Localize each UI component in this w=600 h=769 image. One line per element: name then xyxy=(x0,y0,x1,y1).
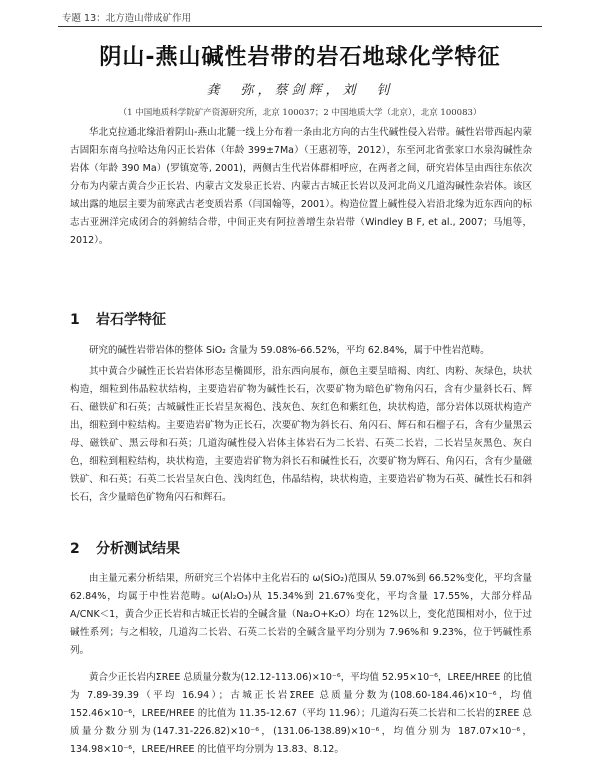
paragraph: 研究的碱性岩带岩体的整体 SiO₂ 含量为 59.08%-66.52%，平均 62.84%，属于中性岩范畴。 xyxy=(89,345,490,356)
paragraph: 其中黄合少碱性正长岩岩体形态呈椭圆形，沿东西向展布，颜色主要呈暗褐、肉红、肉粉、灰绿色，块状构造，细粒到伟晶粒状结构，主要造岩矿物为碱性长石，次要矿物为暗色矿物角闪石，含有少量斜长石、辉石、磁铁矿和石英；古城碱性正长岩呈灰褐色、浅灰色、灰红色和紫红色，块状构造，部分岩体以斑状构造产出，细粒到中粒结构。主要造岩矿物为正长石，次要矿物为斜长石、角闪石、辉石和石榴子石，含有少量黑云母、磁铁矿、黑云母和石英；几道沟碱性侵入岩体主体岩石为二长岩、石英二长岩，二长岩呈灰黑色、灰白色，细粒到粗粒结构，块状构造，主要造岩矿物为斜长石和碱性长石，次要矿物为辉石、角闪石，含有少量磁铁矿、和石英；石英二长岩呈灰白色、浅肉红色，伟晶结构，块状构造，主要造岩矿物为石英、碱性长石和斜长石，含少量暗色矿物角闪石和辉石。 xyxy=(70,366,532,503)
section-heading-2 xyxy=(70,538,180,558)
section-title: 岩石学特征 xyxy=(96,312,166,328)
section-heading-1 xyxy=(70,309,166,329)
affiliation: （1 中国地质科学院矿产资源研究所，北京 100037；2 中国地质大学（北京），北京 100083） xyxy=(118,108,482,118)
section-number: 1 xyxy=(70,312,80,328)
author-list: 龚 弥，蔡剑辉，刘 钊 xyxy=(206,83,394,98)
abstract: 华北克拉通北缘沿着阴山-燕山北麓一线上分布着一条由北方向的古生代碱性侵入岩带。碱性岩带西起内蒙古固阳东南乌拉哈达角闪正长岩体（年龄 399±7Ma）（王惠初等，2012），东至河北省张家口水泉沟碱性杂岩体（年龄 390 Ma）(罗镇宽等, 2001)，两侧古生代岩体群相呼应，在两者之间，研究岩体呈由西往东依次分布为内蒙古黄合少正长岩、内蒙古文发泉正长岩、内蒙古古城正长岩以及河北尚义几道沟碱性杂岩体。该区域出露的地层主要为前寒武古老变质岩系（闫国翰等，2001）。构造位置上碱性侵入岩沿北缘为近东西向的标志古亚洲洋完成闭合的斜俯结合带，中间正夹有阿拉善增生杂岩带（Windley B F, et al., 2007；马旭等，2012）。 xyxy=(70,127,532,246)
paragraph: 黄合少正长岩内ΣREE 总质量分数为(12.12-113.06)×10⁻⁶，平均值 52.95×10⁻⁶，LREE/HREE 的比值为 7.89-39.39（平均 16.94）；古城正长岩ΣREE 总质量分数为(108.60-184.46)×10⁻⁶，均值 152.46×10⁻⁶，LREE/HREE 的比值为 11.35-12.67（平均 11.96）；几道沟石英二长岩和二长岩的ΣREE 总质量分数分别为(147.31-226.82)×10⁻⁶，(131.06-138.89)×10⁻⁶，均值分别为 187.07×10⁻⁶，134.98×10⁻⁶，LREE/HREE 的比值平均分别为 13.83、8.12。 xyxy=(70,672,532,755)
article-title: 阴山-燕山碱性岩带的岩石地球化学特征 xyxy=(99,45,501,70)
paragraph: 由主量元素分析结果，所研究三个岩体中主化岩石的 ω(SiO₂)范围从 59.07%到 66.52%变化，平均含量 62.84%，均属于中性岩范畴。ω(Al₂O₃)从 15.34%到 21.67%变化，平均含量 17.55%，大部分样品 A/CNK＜1，黄合少正长岩和古城正长岩的全碱含量（Na₂O+K₂O）均在 12%以上，变化范围相对小，位于过碱性系列；与之相较，几道沟二长岩、石英二长岩的全碱含量平均分别为 7.96%和 9.23%，位于钙碱性系列。 xyxy=(70,573,532,656)
header-rule xyxy=(58,26,542,27)
section-title: 分析测试结果 xyxy=(96,541,180,557)
section-number: 2 xyxy=(70,541,80,557)
running-header: 专题 13：北方造山带成矿作用 xyxy=(62,13,192,24)
